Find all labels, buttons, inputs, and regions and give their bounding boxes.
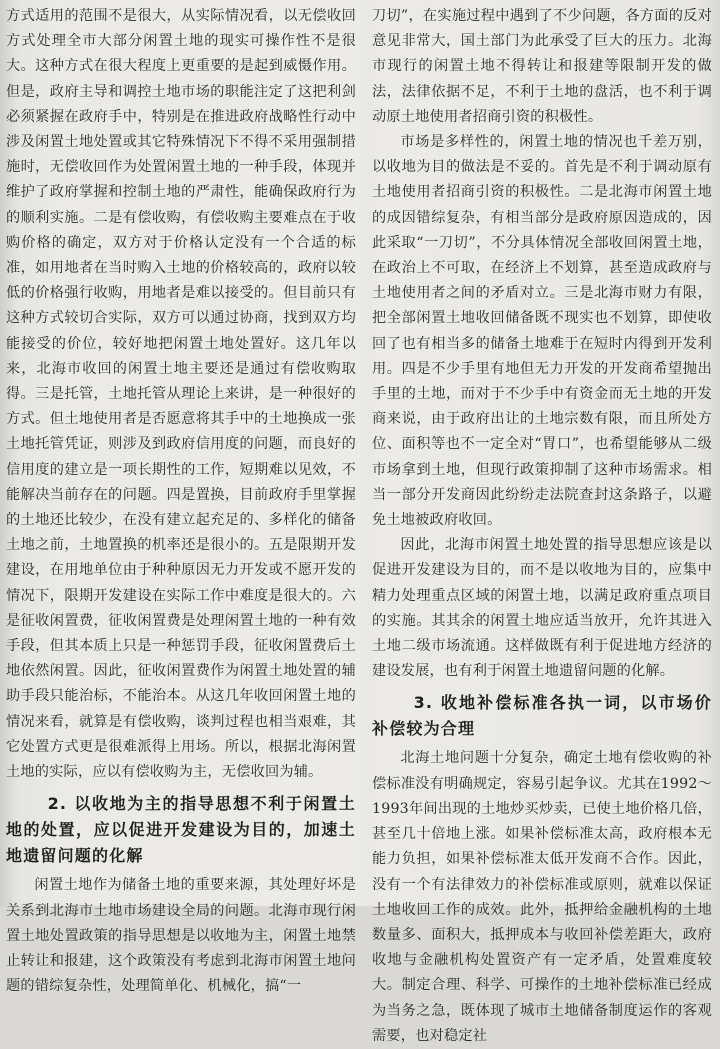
right-paragraph-1: 刀切”，在实施过程中遇到了不少问题，各方面的反对意见非常大，国土部门为此承受了巨大的压力。北海市现行的闲置土地不得转让和报建等限制开发的做法，法律依据不足，不利于土地的盘活，也不利于调动原土地使用者招商引资的积极性。 <box>372 8 712 125</box>
right-paragraph-2: 市场是多样性的，闲置土地的情况也千差万别，以收地为目的做法是不妥的。首先是不利于调动原有土地使用者招商引资的积极性。二是北海市闲置土地的成因错综复杂，有相当部分是政府原因造成的，因此采取“一刀切”，不分具体情况全部收回闲置土地，在政治上不可取，在经济上不划算，甚至造成政府与土地使用者之间的矛盾对立。三是北海市财力有限，把全部闲置土地收回储备既不现实也不划算，即使收回了也有相当多的储备土地难于在短时内得到开发利用。四是不少手里有地但无力开发的开发商希望抛出手里的土地，而对于不少手中有资金而无土地的开发商来说，由于政府出让的土地宗数有限，而且所处方位、面积等也不一定全对“胃口”，也希望能够从二级市场拿到土地，但现行政策抑制了这种市场需求。相当一部分开发商因此纷纷走法院查封这条路子，以避免土地被政府收回。 <box>372 134 712 529</box>
section-heading-2: 2. 以收地为主的指导思想不利于闲置土地的处置，应以促进开发建设为目的，加速土地遗留问题的化解 <box>6 794 356 866</box>
right-paragraph-4: 北海土地问题十分复杂，确定土地有偿收购的补偿标准没有明确规定，容易引起争议。尤其在1992～1993年间出现的土地炒买炒卖，已使土地价格几倍，甚至几十倍地上涨。如果补偿标准太高，政府根本无能力负担，如果补偿标准太低开发商不合作。因此，没有一个有法律效力的补偿标准或原则，就难以保证土地收回工作的成效。此外，抵押给金融机构的土地数量多、面积大，抵押成本与收回补偿差距大，政府收地与金融机构处置资产有一定矛盾，处置难度较大。制定合理、科学、可操作的土地补偿标准已经成为当务之急，既体现了城市土地储备制度运作的客观需要，也对稳定社 <box>372 750 712 1044</box>
left-paragraph-1: 方式适用的范围不是很大，从实际情况看，以无偿收回方式处理全市大部分闲置土地的现实可操作性不是很大。这种方式在很大程度上更重要的是起到威慑作用。但是，政府主导和调控土地市场的职能注定了这把利剑必须紧握在政府手中，特别是在推进政府战略性行动中涉及闲置土地处置或其它特殊情况下不得不采用强制措施时，无偿收回作为处置闲置土地的一种手段，体现并维护了政府掌握和控制土地的严肃性，能确保政府行为的顺利实施。二是有偿收购，有偿收购主要难点在于收购价格的确定，双方对于价格认定没有一个合适的标准，如用地者在当时购入土地的价格较高的，政府以较低的价格强行收购，用地者是难以接受的。但目前只有这种方式较切合实际，双方可以通过协商，找到双方均能接受的价位，较好地把闲置土地处置好。这几年以来，北海市收回的闲置土地主要还是通过有偿收购取得。三是托管，土地托管从理论上来讲，是一种很好的方式。但土地使用者是否愿意将其手中的土地换成一张土地托管凭证，则涉及到政府信用度的问题，而良好的信用度的建立是一项长期性的工作，短期难以见效，不能解决当前存在的问题。四是置换，目前政府手里掌握的土地还比较少，在没有建立起充足的、多样化的储备土地之前，土地置换的机率还是很小的。五是限期开发建设，在用地单位由于种种原因无力开发或不愿开发的情况下，限期开发建设在实际工作中难度是很大的。六是征收闲置费，征收闲置费是处理闲置土地的一种有效手段，但其本质上只是一种惩罚手段，征收闲置费后土地依然闲置。因此，征收闲置费作为闲置土地处置的辅助手段只能治标，不能治本。从这几年收回闲置土地的情况来看，就算是有偿收购，谈判过程也相当艰难，其它处置方式更是很难派得上用场。所以，根据北海闲置土地的实际，应以有偿收购为主，无偿收回为辅。 <box>6 8 356 781</box>
left-column <box>6 4 356 995</box>
section-heading-3: 3. 收地补偿标准各执一词，以市场价补偿较为合理 <box>372 693 712 739</box>
left-paragraph-2: 闲置土地作为储备土地的重要来源，其处理好坏是关系到北海市土地市场建设全局的问题。北海市现行闲置土地处置政策的指导思想是以收地为主，闲置土地禁止转让和报建，这个政策没有考虑到北海市闲置土地问题的错综复杂性，处理简单化、机械化，搞“一 <box>6 877 356 995</box>
right-paragraph-3: 因此，北海市闲置土地处置的指导思想应该是以促进开发建设为目的，而不是以收地为目的，应集中精力处理重点区域的闲置土地，以满足政府重点项目的实施。其其余的闲置土地应适当放开，允许其进入土地二级市场流通。这样做既有利于促进地方经济的建设发展，也有利于闲置土地遗留问题的化解。 <box>372 537 712 680</box>
right-column <box>372 4 712 1044</box>
